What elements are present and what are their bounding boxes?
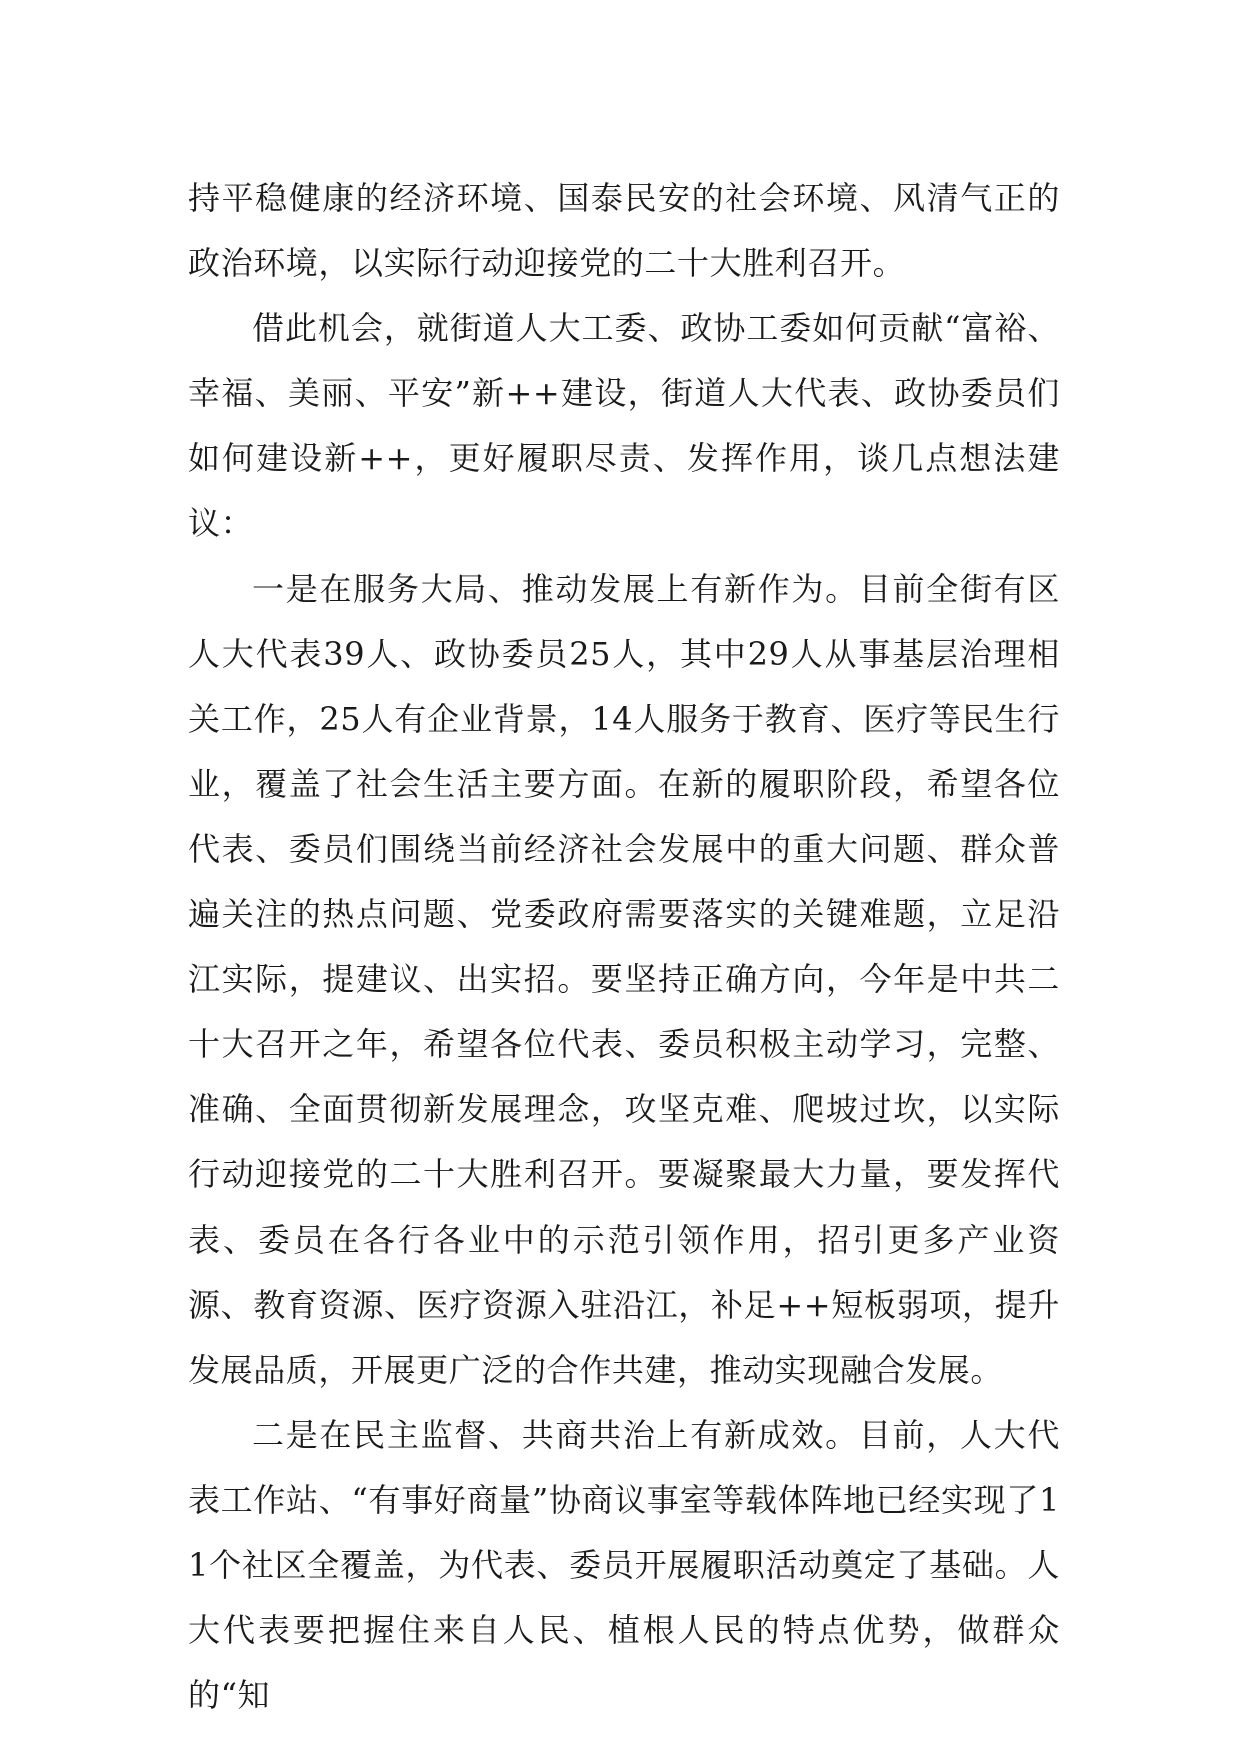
paragraph-point-one: 一是在服务大局、推动发展上有新作为。目前全街有区人大代表39人、政协委员25人，其中29人从事基层治理相关工作，25人有企业背景，14人服务于教育、医疗等民生行业，覆盖了社会生活主要方面。在新的履职阶段，希望各位代表、委员们围绕当前经济社会发展中的重大问题、群众普遍关注的热点问题、党委政府需要落实的关键难题，立足沿江实际，提建议、出实招。要坚持正确方向，今年是中共二十大召开之年，希望各位代表、委员积极主动学习，完整、准确、全面贯彻新发展理念，攻坚克难、爬坡过坎，以实际行动迎接党的二十大胜利召开。要凝聚最大力量，要发挥代表、委员在各行各业中的示范引领作用，招引更多产业资源、教育资源、医疗资源入驻沿江，补足++短板弱项，提升发展品质，开展更广泛的合作共建，推动实现融合发展。 [188,569,1060,1389]
paragraph-intro-suggestions: 借此机会，就街道人大工委、政协工委如何贡献“富裕、幸福、美丽、平安”新++建设，街道人大代表、政协委员们如何建设新++，更好履职尽责、发挥作用，谈几点想法建议： [188,309,1060,543]
paragraph-point-two: 二是在民主监督、共商共治上有新成效。目前，人大代表工作站、“有事好商量”协商议事室等载体阵地已经实现了11个社区全覆盖，为代表、委员开展履职活动奠定了基础。人大代表要把握住来自人民、植根人民的特点优势，做群众的“知 [188,1415,1060,1715]
paragraph-continuation: 持平稳健康的经济环境、国泰民安的社会环境、风清气正的政治环境，以实际行动迎接党的二十大胜利召开。 [188,179,1060,283]
document-page [188,166,1060,1728]
